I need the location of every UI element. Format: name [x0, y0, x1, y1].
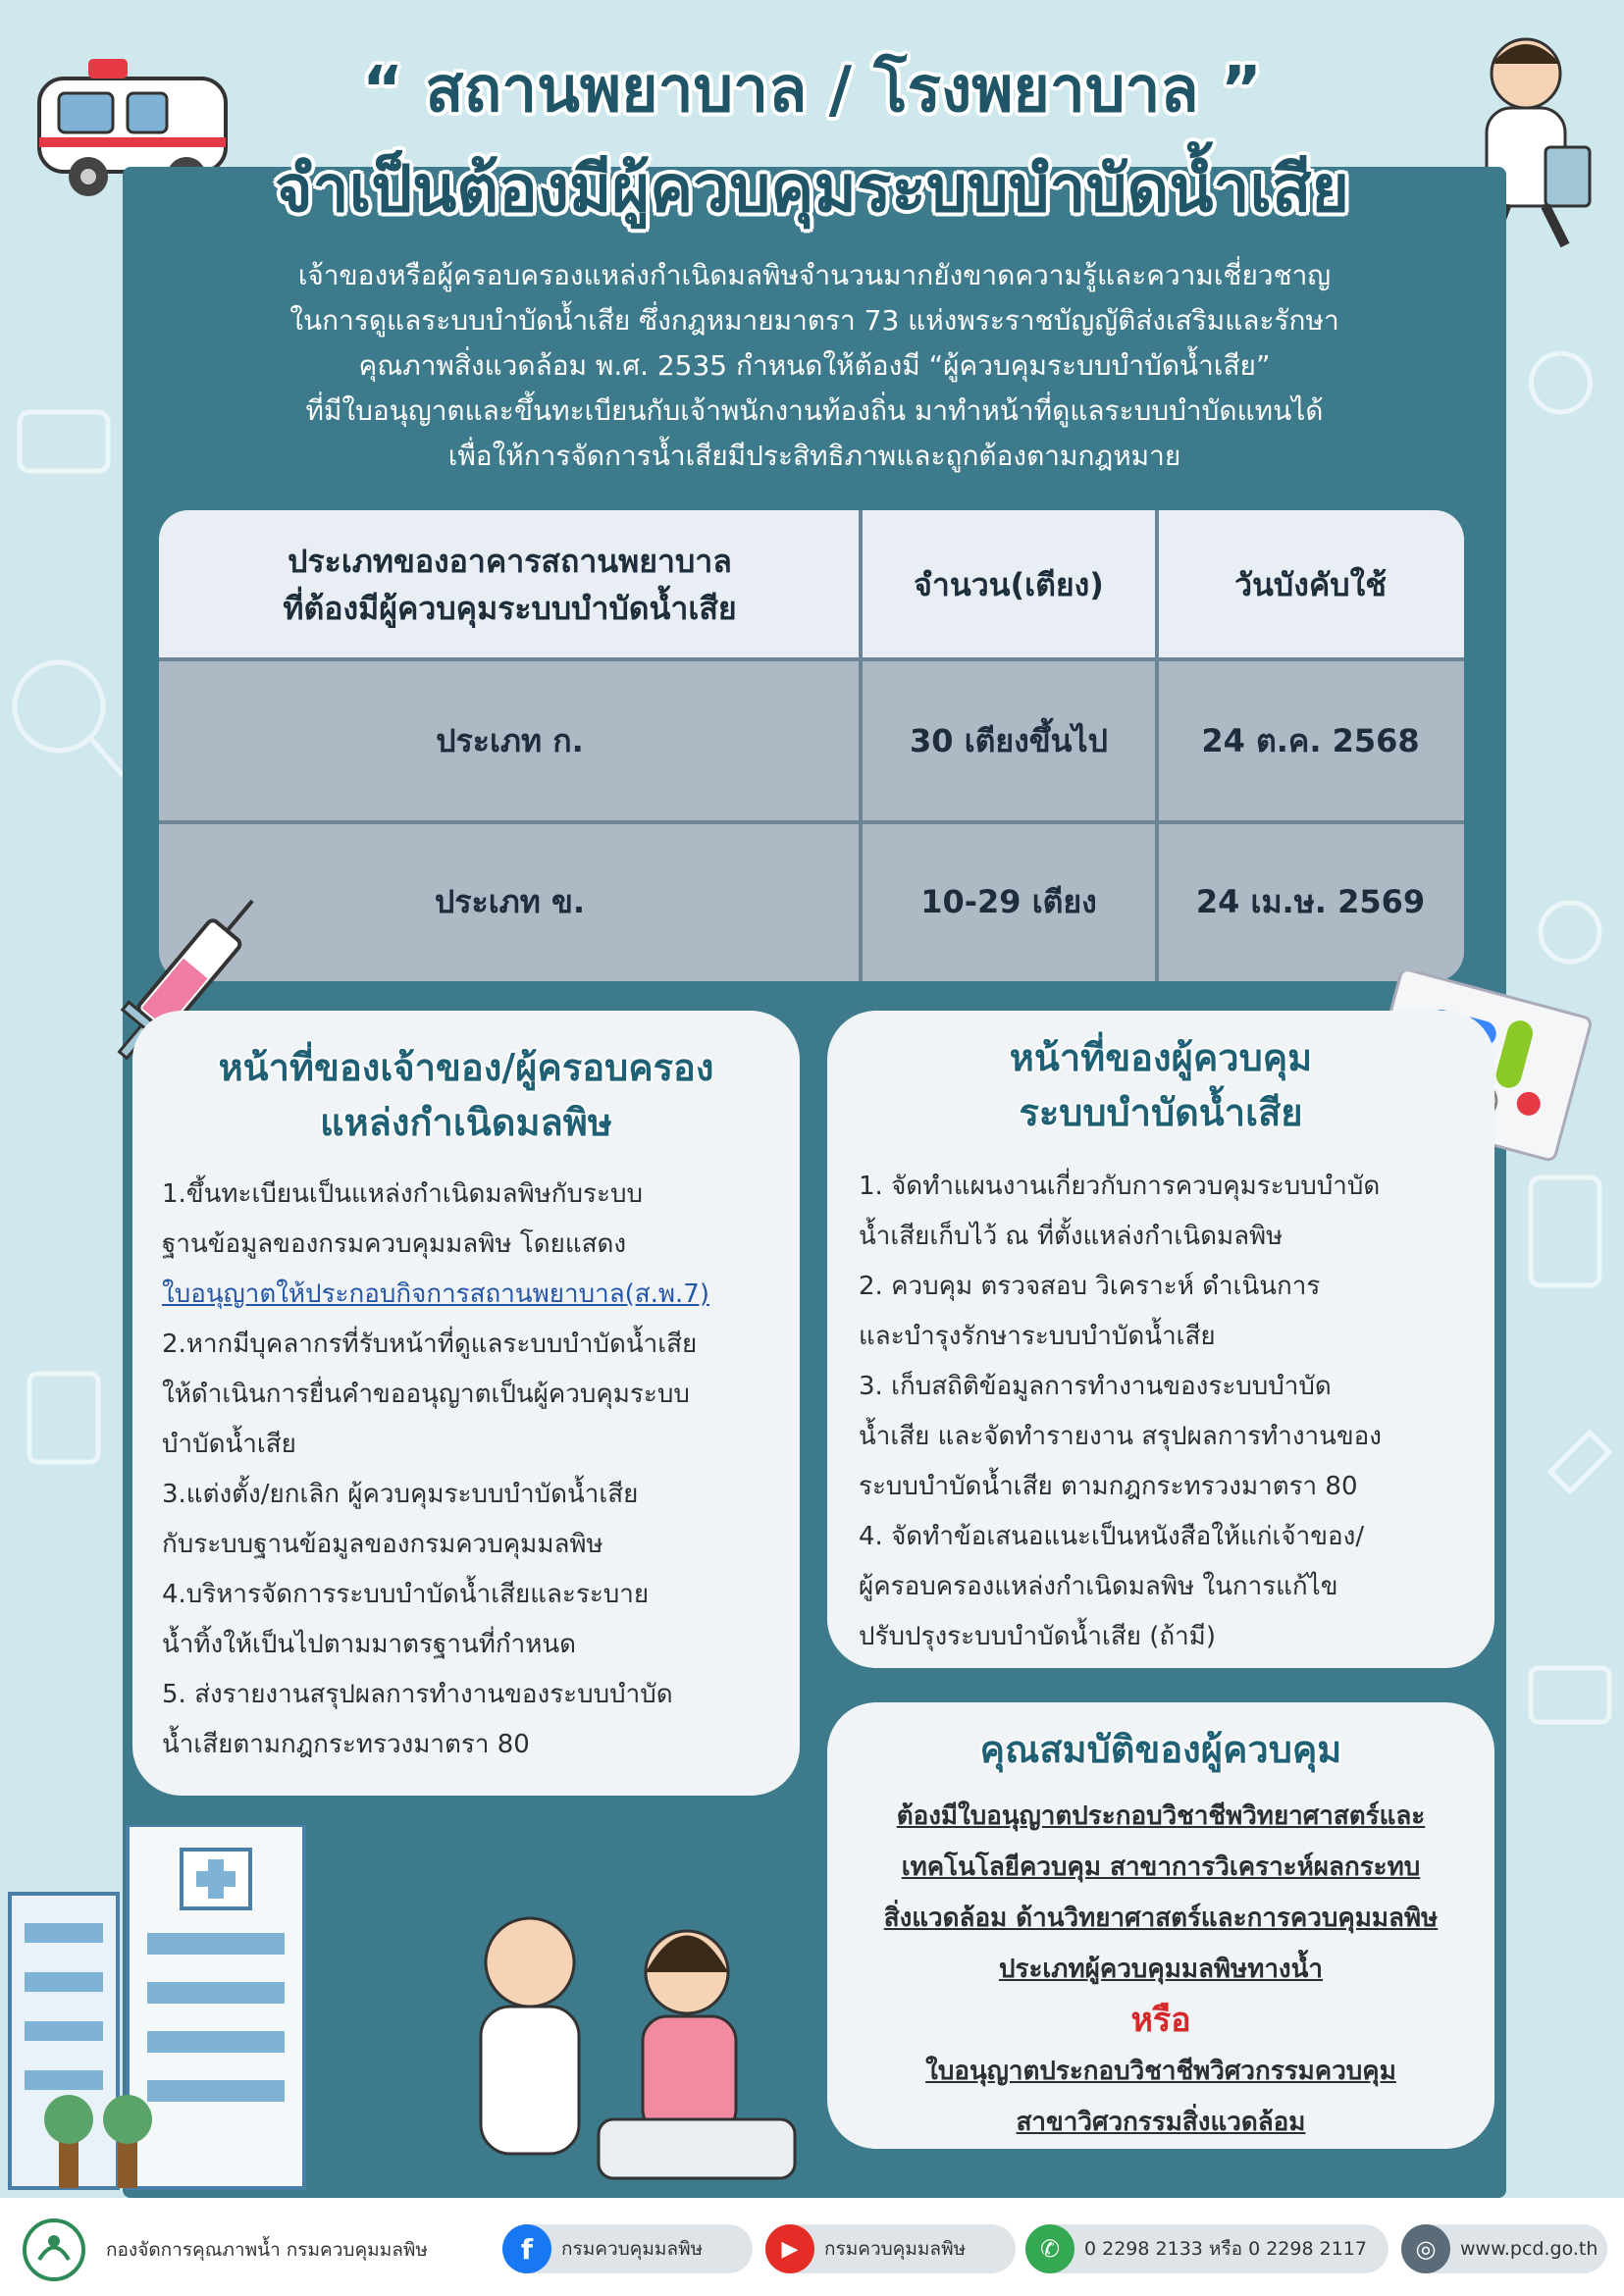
table-row	[159, 822, 1464, 981]
pcd-logo-icon	[20, 2216, 88, 2284]
facebook-label: กรมควบคุมมลพิษ	[561, 2238, 704, 2260]
youtube-link[interactable]	[765, 2224, 1016, 2273]
list-item: น้ำเสียเก็บไว้ ณ ที่ตั้งแหล่งกำเนิดมลพิษ	[859, 1222, 1283, 1251]
list-item: 4.บริหารจัดการระบบบำบัดน้ำเสียและระบาย	[162, 1580, 650, 1609]
list-item: ผู้ครอบครองแหล่งกำเนิดมลพิษ ในการแก้ไข	[859, 1572, 1338, 1601]
list-item: ให้ดำเนินการยื่นคำขออนุญาตเป็นผู้ควบคุมระบบ	[162, 1380, 690, 1409]
controller-title-line1: หน้าที่ของผู้ควบคุม	[1009, 1036, 1313, 1079]
list-item: 1. จัดทำแผนงานเกี่ยวกับการควบคุมระบบบำบัด	[859, 1172, 1381, 1201]
header-type-line2: ที่ต้องมีผู้ควบคุมระบบบำบัดน้ำเสีย	[283, 590, 737, 627]
owner-title-line1: หน้าที่ของเจ้าของ/ผู้ครอบครอง	[218, 1046, 714, 1089]
table-divider	[159, 820, 1464, 824]
qualification-line: สิ่งแวดล้อม ด้านวิทยาศาสตร์และการควบคุมมลพิษ	[883, 1904, 1439, 1933]
qualification-line: ใบอนุญาตประกอบวิชาชีพวิศวกรรมควบคุม	[925, 2057, 1396, 2086]
facebook-link[interactable]	[502, 2224, 753, 2273]
list-item: 3. เก็บสถิติข้อมูลการทำงานของระบบบำบัด	[859, 1372, 1332, 1401]
youtube-icon: ▶	[765, 2224, 814, 2273]
intro-line: คุณภาพสิ่งแวดล้อม พ.ศ. 2535 กำหนดให้ต้องมี “ผู้ควบคุมระบบบำบัดน้ำเสีย”	[358, 349, 1271, 382]
website-label: www.pcd.go.th	[1460, 2238, 1598, 2260]
hospital-type-table	[159, 510, 1464, 981]
controller-duties-list	[859, 1162, 1494, 1662]
phone-icon: ✆	[1025, 2224, 1074, 2273]
list-item: น้ำทิ้งให้เป็นไปตามมาตรฐานที่กำหนด	[162, 1630, 576, 1659]
footer-division: กองจัดการคุณภาพน้ำ กรมควบคุมมลพิษ	[106, 2239, 428, 2261]
list-item: 5. ส่งรายงานสรุปผลการทำงานของระบบบำบัด	[162, 1680, 673, 1709]
owner-duties-card	[132, 1011, 800, 1796]
owner-duties-list	[162, 1170, 800, 1770]
list-item: และบำรุงรักษาระบบบำบัดน้ำเสีย	[859, 1322, 1216, 1351]
table-divider	[1155, 510, 1159, 981]
intro-line: ที่มีใบอนุญาตและขึ้นทะเบียนกับเจ้าพนักงานท้องถิ่น มาทำหน้าที่ดูแลระบบบำบัดแทนได้	[305, 394, 1324, 427]
header-effective-date: วันบังคับใช้	[1234, 566, 1387, 603]
row-beds: 10-29 เตียง	[920, 883, 1097, 920]
intro-line: เจ้าของหรือผู้ครอบครองแหล่งกำเนิดมลพิษจำนวนมากยังขาดความรู้และความเชี่ยวชาญ	[297, 259, 1332, 291]
table-row	[159, 659, 1464, 822]
page-title-line1: “ สถานพยาบาล / โรงพยาบาล ”	[362, 54, 1262, 127]
or-label: หรือ	[1130, 2001, 1191, 2040]
list-item: 4. จัดทำข้อเสนอแนะเป็นหนังสือให้แก่เจ้าของ/	[859, 1522, 1365, 1551]
footer	[0, 2198, 1624, 2296]
header-building-type	[159, 510, 861, 659]
list-item: 2.หากมีบุคลากรที่รับหน้าที่ดูแลระบบบำบัดน้ำเสีย	[162, 1330, 698, 1359]
qualifications-title: คุณสมบัติของผู้ควบคุม	[979, 1728, 1342, 1771]
facebook-icon: f	[502, 2224, 551, 2273]
table-divider	[159, 657, 1464, 661]
page-title-line2: จำเป็นต้องมีผู้ควบคุมระบบบำบัดน้ำเสีย	[274, 151, 1350, 227]
list-item: 2. ควบคุม ตรวจสอบ วิเคราะห์ ดำเนินการ	[859, 1272, 1321, 1301]
row-type: ประเภท ข.	[435, 883, 585, 920]
qualification-line: เทคโนโลยีควบคุม สาขาการวิเคราะห์ผลกระทบ	[901, 1852, 1421, 1882]
qualifications-card	[827, 1702, 1494, 2149]
list-item: ปรับปรุงระบบบำบัดน้ำเสีย (ถ้ามี)	[859, 1622, 1216, 1651]
hospital-scene-illustration	[0, 1825, 814, 2198]
list-item: 3.แต่งตั้ง/ยกเลิก ผู้ควบคุมระบบบำบัดน้ำเสีย	[162, 1480, 639, 1509]
header-type-line1: ประเภทของอาคารสถานพยาบาล	[288, 543, 732, 580]
youtube-label: กรมควบคุมมลพิษ	[824, 2238, 967, 2260]
intro-paragraph	[157, 253, 1472, 479]
controller-duties-title	[827, 1030, 1494, 1140]
globe-icon: ◎	[1401, 2224, 1450, 2273]
table-header-row	[159, 510, 1464, 659]
qualification-line: ต้องมีใบอนุญาตประกอบวิชาชีพวิทยาศาสตร์และ	[896, 1801, 1426, 1831]
list-item: บำบัดน้ำเสีย	[162, 1430, 296, 1459]
row-beds: 30 เตียงขึ้นไป	[910, 722, 1108, 759]
phone-contact[interactable]	[1025, 2224, 1388, 2273]
permit-link[interactable]: ใบอนุญาตให้ประกอบกิจการสถานพยาบาล(ส.พ.7)	[162, 1279, 709, 1309]
list-item: ระบบบำบัดน้ำเสีย ตามกฎกระทรวงมาตรา 80	[859, 1472, 1358, 1501]
intro-line: ในการดูแลระบบบำบัดน้ำเสีย ซึ่งกฎหมายมาตรา 73 แห่งพระราชบัญญัติส่งเสริมและรักษา	[289, 304, 1339, 337]
qualification-line: ประเภทผู้ควบคุมมลพิษทางน้ำ	[998, 1955, 1323, 1984]
list-item: 1.ขึ้นทะเบียนเป็นแหล่งกำเนิดมลพิษกับระบบ	[162, 1179, 643, 1209]
controller-duties-card	[827, 1011, 1494, 1668]
website-link[interactable]	[1401, 2224, 1607, 2273]
controller-title-line2: ระบบบำบัดน้ำเสีย	[1019, 1091, 1303, 1134]
row-type: ประเภท ก.	[436, 722, 584, 759]
phone-label: 0 2298 2133 หรือ 0 2298 2117	[1084, 2238, 1367, 2260]
list-item: กับระบบฐานข้อมูลของกรมควบคุมมลพิษ	[162, 1530, 603, 1559]
intro-line: เพื่อให้การจัดการน้ำเสียมีประสิทธิภาพและถูกต้องตามกฎหมาย	[447, 440, 1181, 472]
qualifications-list	[827, 1791, 1494, 2148]
owner-duties-title	[132, 1040, 800, 1150]
list-item: น้ำเสีย และจัดทำรายงาน สรุปผลการทำงานของ	[859, 1422, 1382, 1451]
row-effective-date: 24 เม.ษ. 2569	[1195, 883, 1426, 920]
list-item: ฐานข้อมูลของกรมควบคุมมลพิษ โดยแสดง	[162, 1229, 627, 1259]
table-divider	[859, 510, 863, 981]
row-effective-date: 24 ต.ค. 2568	[1201, 722, 1420, 759]
header-beds: จำนวน(เตียง)	[914, 566, 1104, 603]
list-item: น้ำเสียตามกฎกระทรวงมาตรา 80	[162, 1730, 530, 1759]
owner-title-line2: แหล่งกำเนิดมลพิษ	[320, 1101, 612, 1144]
qualification-line: สาขาวิศวกรรมสิ่งแวดล้อม	[1016, 2108, 1306, 2137]
